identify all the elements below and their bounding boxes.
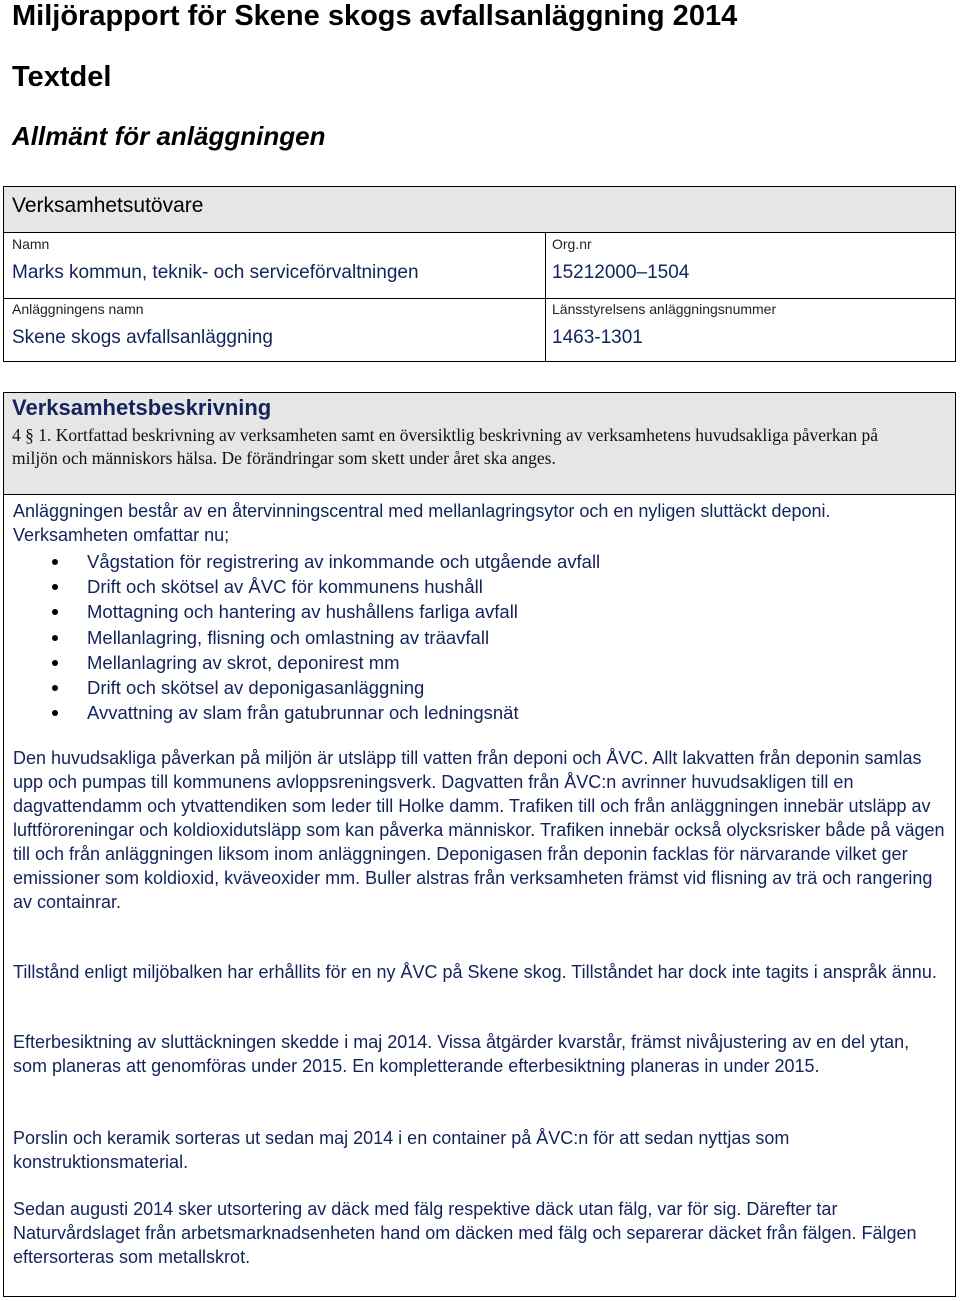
facility-name-label: Anläggningens namn [12,301,144,317]
county-number-label: Länsstyrelsens anläggningsnummer [552,301,777,317]
instruction-text: 4 § 1. Kortfattad beskrivning av verksamheten samt en översiktlig beskrivning av verksamhetens huvudsakliga påverkan på miljön och människors hälsa. De förändringar som skett under året ska anges. [12,425,879,468]
description-box-header [4,393,955,495]
inspection-paragraph: Efterbesiktning av sluttäckningen skedde i maj 2014. Vissa åtgärder kvarstår, främst nivåjustering av en del ytan, som planeras att genomföras under 2015. En kompletterande efterbesiktning planeras in under 2015. [13,1032,910,1076]
operator-info-box [3,186,956,362]
bullet-icon [52,559,58,565]
facility-name-value: Skene skogs avfallsanläggning [12,327,273,348]
county-number-value: 1463-1301 [552,327,643,348]
list-item: Vågstation för registrering av inkommande och utgående avfall [4,549,600,574]
row-divider [4,298,955,299]
operator-box-title: Verksamhetsutövare [12,194,204,217]
operator-box-header [4,187,955,233]
document-title: Miljörapport för Skene skogs avfallsanläggning 2014 [12,0,738,32]
list-item: Drift och skötsel av deponigasanläggning [4,675,600,700]
bullet-icon [52,660,58,666]
porcelain-paragraph: Porslin och keramik sorteras ut sedan maj 2014 i en container på ÅVC:n för att sedan nyttjas som konstruktionsmaterial. [13,1128,790,1172]
description-box-title: Verksamhetsbeskrivning [12,395,272,420]
tyres-paragraph: Sedan augusti 2014 sker utsortering av däck med fälg respektive däck utan fälg, var för sig. Därefter tar Naturvårdslaget från arbetsmarknadsenheten hand om däcken med fälg och separerar däcket från fälgen. Fälgen eftersorteras som metallskrot. [13,1199,917,1267]
intro-paragraph: Anläggningen består av en återvinningscentral med mellanlagringsytor och en nyligen sluttäckt deponi. Verksamheten omfattar nu; [13,501,831,545]
bullet-icon [52,584,58,590]
list-item: Drift och skötsel av ÅVC för kommunens hushåll [4,574,600,599]
bullet-icon [52,685,58,691]
activity-list [4,549,600,725]
list-item: Avvattning av slam från gatubrunnar och ledningsnät [4,700,600,725]
section-heading: Allmänt för anläggningen [12,121,326,151]
column-divider [545,233,546,361]
list-item: Mellanlagring, flisning och omlastning av träavfall [4,625,600,650]
name-value: Marks kommun, teknik- och serviceförvaltningen [12,262,419,283]
org-number-value: 15212000–1504 [552,262,690,283]
activity-description-box [3,392,956,1297]
bullet-icon [52,635,58,641]
bullet-icon [52,710,58,716]
impact-paragraph: Den huvudsakliga påverkan på miljön är utsläpp till vatten från deponi och ÅVC. Allt lakvatten från deponin samlas upp och pumpas till kommunens avloppsreningsverk. Dagvatten från ÅVC:n avrinner huvudsakligen till en dagvattendamm och ytvattendiken som leder till Holke damm. Trafiken till och från anläggningen innebär utsläpp av luftföroreningar och koldioxidutsläpp som kan påverka människor. Trafiken innebär också olycksrisker både på vägen till och från anläggningen liksom inom anläggningen. Deponigasen från deponin facklas för närvarande vilket ger emissioner som koldioxid, kväveoxider mm. Buller alstras från verksamheten främst vid flisning av trä och rangering av containrar. [13,748,945,912]
bullet-icon [52,609,58,615]
permit-paragraph: Tillstånd enligt miljöbalken har erhållits för en ny ÅVC på Skene skog. Tillståndet har dock inte tagits i anspråk ännu. [13,962,937,982]
org-number-label: Org.nr [552,236,592,252]
name-label: Namn [12,236,50,252]
list-item: Mottagning och hantering av hushållens farliga avfall [4,599,600,624]
list-item: Mellanlagring av skrot, deponirest mm [4,650,600,675]
document-subtitle: Textdel [12,61,112,93]
